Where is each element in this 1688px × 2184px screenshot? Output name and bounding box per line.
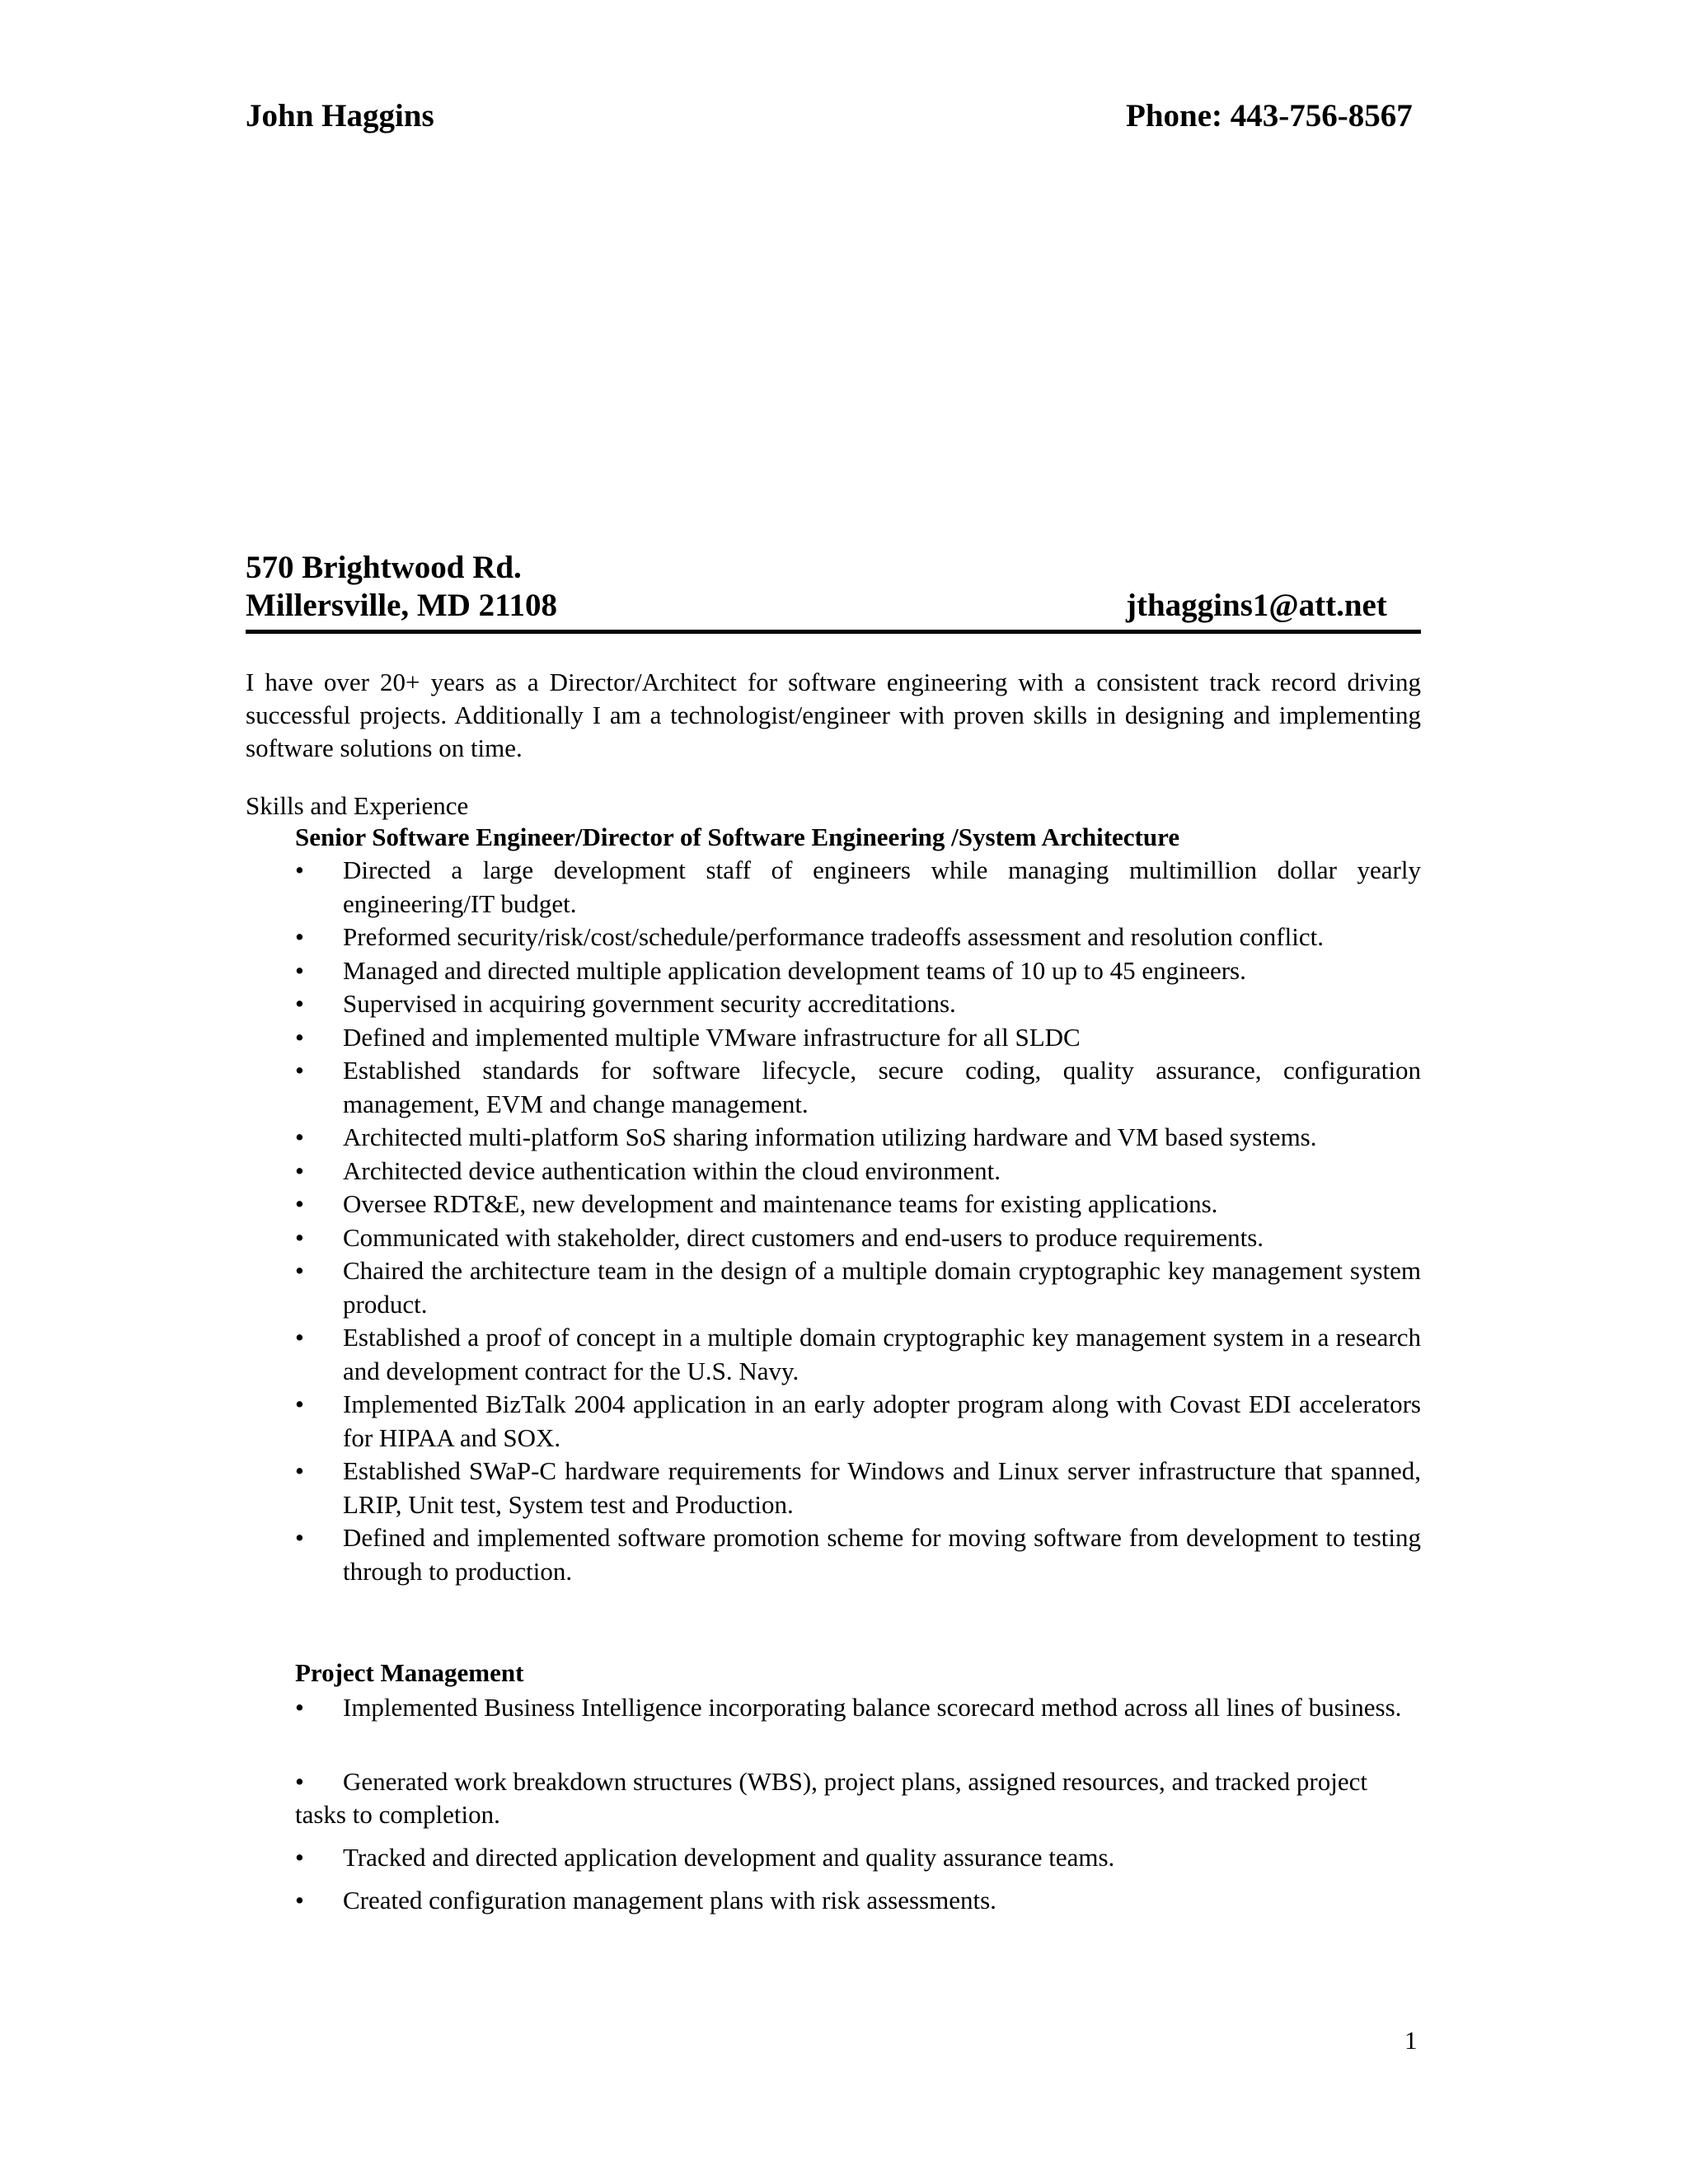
bullet-glyph: • xyxy=(295,1843,304,1872)
address-line-2: Millersville, MD 21108 xyxy=(246,588,558,623)
bullet-glyph: • xyxy=(295,1523,304,1552)
email-address: jthaggins1@att.net xyxy=(1126,588,1387,623)
skills-item-text: Preformed security/risk/cost/schedule/performance tradeoffs assessment and resolution conflict. xyxy=(343,922,1324,951)
project-management-item xyxy=(295,1765,1421,1831)
bullet-glyph: • xyxy=(295,955,304,985)
skills-bullet-item xyxy=(295,1021,1421,1055)
skills-item-text: Defined and implemented multiple VMware infrastructure for all SLDC xyxy=(343,1022,1081,1052)
skills-item-text: Architected multi-platform SoS sharing information utilizing hardware and VM based systems. xyxy=(343,1122,1317,1151)
skills-item-text: Supervised in acquiring government security accreditations. xyxy=(343,989,956,1018)
bullet-glyph: • xyxy=(295,922,304,951)
bullet-glyph: • xyxy=(295,1189,304,1218)
page-number: 1 xyxy=(1404,2026,1418,2055)
skills-item-text: Oversee RDT&E, new development and maintenance teams for existing applications. xyxy=(343,1189,1218,1218)
skills-section-label: Skills and Experience xyxy=(246,791,469,820)
skills-bullet-item xyxy=(295,854,1421,921)
bullet-glyph: • xyxy=(295,1222,304,1252)
bullet-glyph: • xyxy=(295,1155,304,1185)
bullet-glyph: • xyxy=(295,1693,304,1722)
skills-item-text: Established a proof of concept in a multiple domain cryptographic key management system in a research and development contract for the U.S. Navy. xyxy=(343,1323,1421,1385)
phone-number: Phone: 443-756-8567 xyxy=(1126,98,1413,134)
skills-bullet-item xyxy=(295,1388,1421,1455)
candidate-name: John Haggins xyxy=(246,98,434,134)
skills-bullet-item xyxy=(295,1054,1421,1121)
bullet-glyph: • xyxy=(295,1323,304,1352)
bullet-glyph: • xyxy=(295,1456,304,1485)
skills-bullet-item xyxy=(295,1521,1421,1588)
project-management-item xyxy=(295,1691,1421,1724)
skills-item-text: Architected device authentication within the cloud environment. xyxy=(343,1155,1001,1185)
bullet-glyph: • xyxy=(295,1886,304,1915)
skills-item-text: Managed and directed multiple application development teams of 10 up to 45 engineers. xyxy=(343,955,1246,985)
pm-item-text: Generated work breakdown structures (WBS), project plans, assigned resources, and tracked project tasks to completion. xyxy=(295,1767,1367,1829)
project-management-title: Project Management xyxy=(295,1658,524,1687)
skills-bullet-item xyxy=(295,987,1421,1021)
skills-item-text: Directed a large development staff of engineers while managing multimillion dollar yearly engineering/IT budget. xyxy=(343,855,1421,918)
address-line-1: 570 Brightwood Rd. xyxy=(246,550,522,585)
skills-bullet-item xyxy=(295,1455,1421,1521)
bullet-glyph: • xyxy=(295,855,304,884)
skills-item-text: Implemented BizTalk 2004 application in an early adopter program along with Covast EDI accelerators for HIPAA and SOX. xyxy=(343,1390,1421,1452)
skills-bullet-list xyxy=(295,854,1421,1588)
pm-item-text: Created configuration management plans with risk assessments. xyxy=(343,1886,996,1915)
skills-bullet-item xyxy=(295,1221,1421,1255)
summary-paragraph: I have over 20+ years as a Director/Architect for software engineering with a consistent track record driving successful projects. Additionally I am a technologist/engineer with proven skills in designing and implementing software solutions on time. xyxy=(246,668,1421,762)
skills-item-text: Defined and implemented software promotion scheme for moving software from development to testing through to production. xyxy=(343,1523,1421,1586)
skills-role-title: Senior Software Engineer/Director of Software Engineering /System Architecture xyxy=(295,823,1180,851)
skills-bullet-item xyxy=(295,1155,1421,1188)
bullet-glyph: • xyxy=(295,1390,304,1418)
skills-bullet-item xyxy=(295,1254,1421,1321)
skills-bullet-item xyxy=(295,921,1421,954)
skills-item-text: Established SWaP-C hardware requirements for Windows and Linux server infrastructure that spanned, LRIP, Unit test, System test and Production. xyxy=(343,1456,1421,1519)
bullet-glyph: • xyxy=(295,1056,304,1085)
skills-item-text: Chaired the architecture team in the design of a multiple domain cryptographic key management system product. xyxy=(343,1256,1421,1319)
bullet-glyph: • xyxy=(295,989,304,1018)
project-management-item xyxy=(295,1841,1421,1874)
skills-item-text: Established standards for software lifecycle, secure coding, quality assurance, configuration management, EVM and change management. xyxy=(343,1056,1421,1118)
bullet-glyph: • xyxy=(295,1256,304,1285)
pm-item-text: Tracked and directed application development and quality assurance teams. xyxy=(343,1843,1115,1872)
skills-bullet-item xyxy=(295,1121,1421,1155)
bullet-glyph: • xyxy=(295,1767,304,1796)
bullet-glyph: • xyxy=(295,1122,304,1151)
skills-bullet-item xyxy=(295,1188,1421,1221)
skills-bullet-item xyxy=(295,954,1421,988)
pm-item-text: Implemented Business Intelligence incorporating balance scorecard method across all lines of business. xyxy=(343,1693,1402,1722)
header-divider xyxy=(246,630,1421,634)
project-management-item xyxy=(295,1884,1421,1917)
bullet-glyph: • xyxy=(295,1022,304,1052)
skills-bullet-item xyxy=(295,1321,1421,1388)
skills-item-text: Communicated with stakeholder, direct customers and end-users to produce requirements. xyxy=(343,1222,1264,1252)
